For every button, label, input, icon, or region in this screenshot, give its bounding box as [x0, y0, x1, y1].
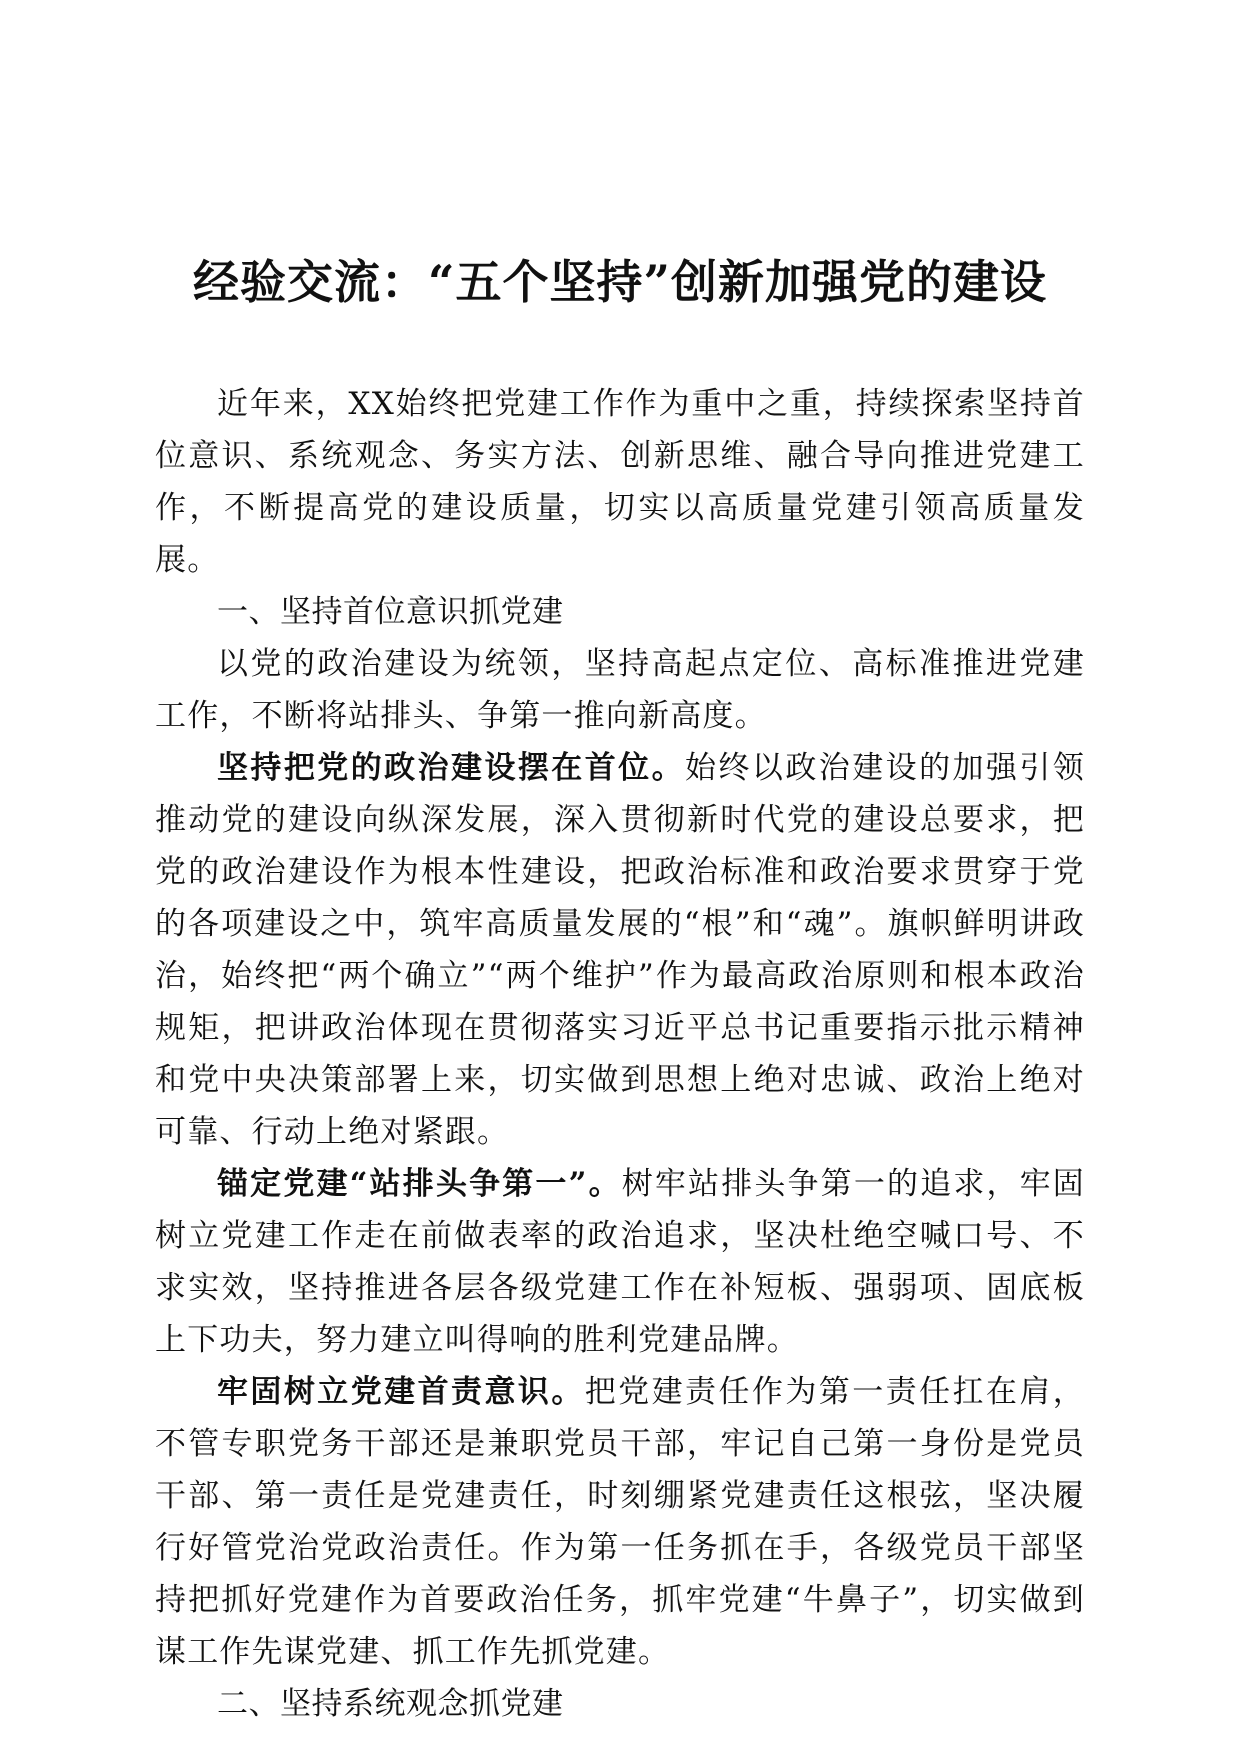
item-1-lead: 坚持把党的政治建设摆在首位。 [217, 750, 686, 786]
item-1-text: 始终以政治建设的加强引领推动党的建设向纵深发展，深入贯彻新时代党的建设总要求，把党的政治建设作为根本性建设，把政治标准和政治要求贯穿于党的各项建设之中，筑牢高质量发展的“根”和“魂”。旗帜鲜明讲政治，始终把“两个确立”“两个维护”作为最高政治原则和根本政治规矩，把讲政治体现在贯彻落实习近平总书记重要指示批示精神和党中央决策部署上来，切实做到思想上绝对忠诚、政治上绝对可靠、行动上绝对紧跟。 [155, 750, 1085, 1150]
section-2-heading: 二、坚持系统观念抓党建 [217, 1686, 564, 1722]
section-1-intro: 以党的政治建设为统领，坚持高起点定位、高标准推进党建工作，不断将站排头、争第一推向新高度。 [155, 646, 1085, 734]
section-1-item-2 [155, 1158, 1085, 1366]
section-1-item-3 [155, 1366, 1085, 1678]
document-body [155, 378, 1085, 1730]
section-1-item-1 [155, 742, 1085, 1158]
document-title: 经验交流：“五个坚持”创新加强党的建设 [193, 255, 1047, 309]
item-3-lead: 牢固树立党建首责意识。 [217, 1374, 585, 1410]
item-3-text: 把党建责任作为第一责任扛在肩，不管专职党务干部还是兼职党员干部，牢记自己第一身份是党员干部、第一责任是党建责任，时刻绷紧党建责任这根弦，坚决履行好管党治党政治责任。作为第一任务抓在手，各级党员干部坚持把抓好党建作为首要政治任务，抓牢党建“牛鼻子”，切实做到谋工作先谋党建、抓工作先抓党建。 [155, 1374, 1085, 1670]
item-2-text: 树牢站排头争第一的追求，牢固树立党建工作走在前做表率的政治追求，坚决杜绝空喊口号、不求实效，坚持推进各层各级党建工作在补短板、强弱项、固底板上下功夫，努力建立叫得响的胜利党建品牌。 [155, 1166, 1085, 1358]
intro-paragraph: 近年来，XX始终把党建工作作为重中之重，持续探索坚持首位意识、系统观念、务实方法、创新思维、融合导向推进党建工作，不断提高党的建设质量，切实以高质量党建引领高质量发展。 [155, 386, 1085, 578]
section-1-heading: 一、坚持首位意识抓党建 [217, 594, 564, 630]
item-2-lead: 锚定党建“站排头争第一”。 [217, 1166, 622, 1202]
